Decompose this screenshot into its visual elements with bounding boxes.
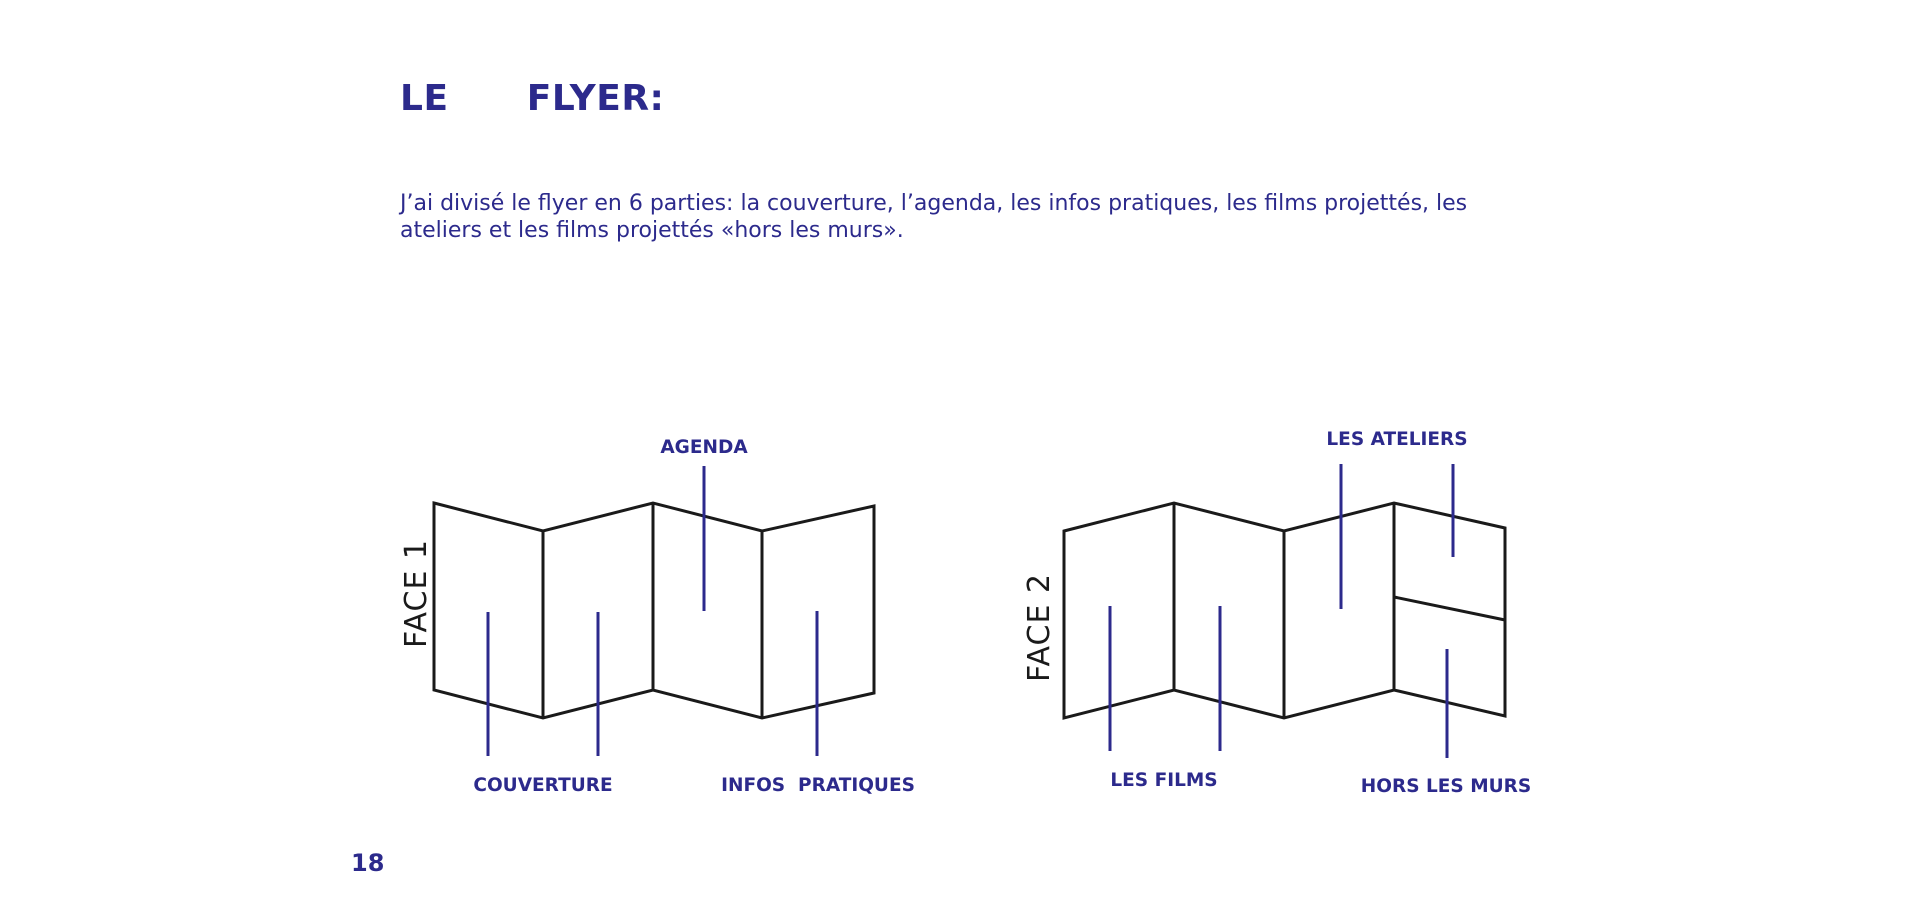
les-ateliers-label: LES ATELIERS	[1326, 429, 1468, 450]
face-2-diagram	[1022, 429, 1531, 797]
face-1-label: FACE 1	[399, 538, 434, 648]
face-2-label: FACE 2	[1022, 572, 1057, 682]
les-films-label: LES FILMS	[1110, 770, 1218, 791]
page-title: LE FLYER:	[400, 78, 665, 119]
couverture-label: COUVERTURE	[473, 775, 613, 796]
infos-pratiques-label: INFOS PRATIQUES	[721, 775, 915, 796]
hors-les-murs-label: HORS LES MURS	[1360, 776, 1532, 797]
face-1-diagram	[399, 437, 915, 796]
page-number: 18	[351, 849, 385, 877]
agenda-label: AGENDA	[660, 437, 748, 458]
intro-paragraph: J’ai divisé le flyer en 6 parties: la couverture, l’agenda, les infos pratiques, les films projettés, les ateliers et les films projettés «hors les murs».	[400, 191, 1468, 243]
face-2-panel-divider	[1394, 597, 1505, 620]
